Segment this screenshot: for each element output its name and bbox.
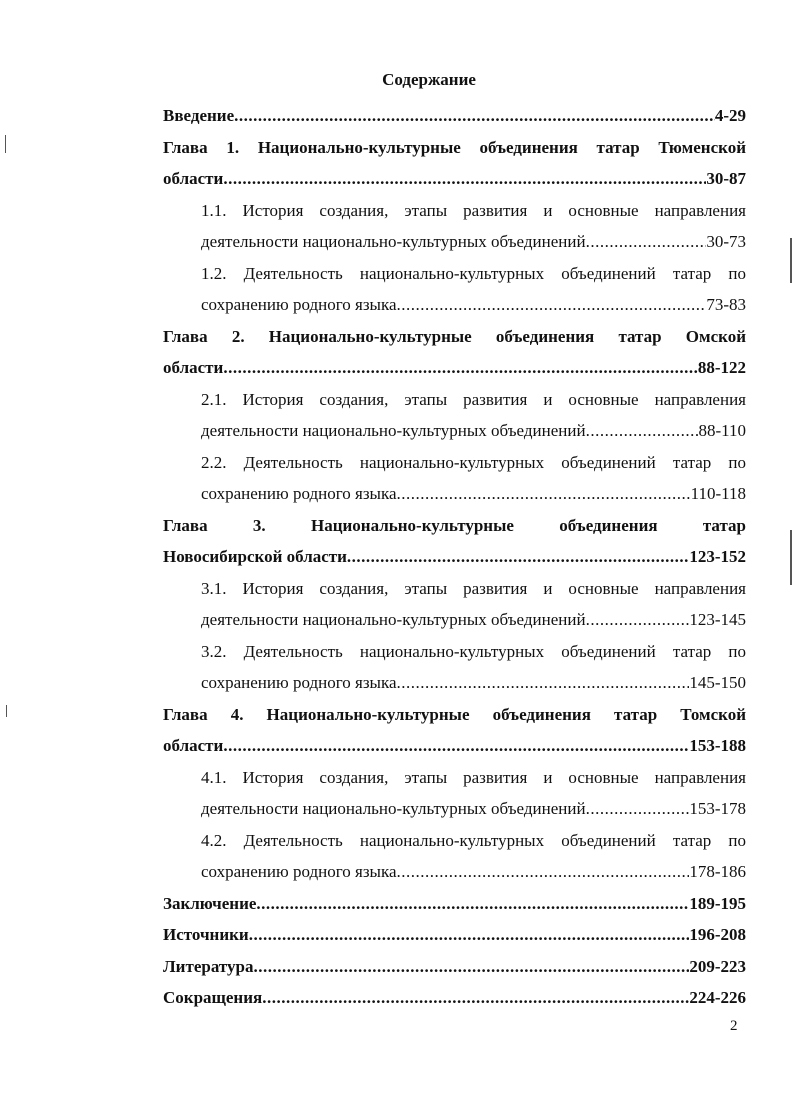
- scan-artifact: [790, 238, 792, 283]
- toc-section-2-1-line1: 2.1. История создания, этапы развития и основные направления: [201, 389, 746, 409]
- toc-chapter-2-line1: Глава 2. Национально-культурные объединения татар Омской: [163, 326, 746, 346]
- toc-section-2-2-line2: [163, 478, 746, 510]
- toc-entry-sources: [163, 919, 746, 951]
- toc-entry-page: 88-110: [698, 421, 746, 440]
- toc-chapter-4-line1: Глава 4. Национально-культурные объединения татар Томской: [163, 704, 746, 724]
- toc-entry-page: 196-208: [689, 925, 746, 944]
- toc-entry-text: сохранению родного языка: [201, 673, 397, 692]
- toc-section-4-1-line2: [163, 793, 746, 825]
- toc-entry-page: 189-195: [689, 893, 746, 913]
- leader-dots: [223, 730, 689, 762]
- toc-section-2-2-line1: 2.2. Деятельность национально-культурных объединений татар по: [201, 452, 746, 472]
- toc-entry-page: 153-178: [689, 799, 746, 818]
- toc-section-1-1-line2: [163, 226, 746, 258]
- toc-entry-page: 30-73: [706, 232, 746, 251]
- leader-dots: [397, 289, 707, 321]
- toc-entry-page: 30-87: [706, 169, 746, 188]
- toc-entry-text: Введение: [163, 106, 235, 125]
- toc-entry-text: деятельности национально-культурных объединений: [201, 232, 586, 251]
- toc-entry-page: 145-150: [689, 673, 746, 692]
- toc-entry-text: деятельности национально-культурных объединений: [201, 421, 586, 440]
- toc-entry-page: 88-122: [697, 358, 746, 377]
- scan-artifact: [5, 135, 6, 153]
- toc-section-4-2-line2: [163, 856, 746, 888]
- leader-dots: [397, 667, 690, 699]
- toc-chapter-3-line2: [163, 541, 746, 573]
- toc-chapter-1-line2: [163, 163, 746, 195]
- toc-entry-text: области: [163, 358, 224, 377]
- leader-dots: [234, 100, 715, 132]
- leader-dots: [223, 163, 706, 195]
- toc-entry-page: 73-83: [706, 295, 746, 314]
- toc-entry-text: Источники: [163, 925, 249, 944]
- leader-dots: [586, 226, 707, 258]
- toc-section-2-1-line2: [163, 415, 746, 447]
- toc-section-4-2-line1: 4.2. Деятельность национально-культурных объединений татар по: [201, 830, 746, 850]
- toc-entry-text: сохранению родного языка: [201, 484, 397, 503]
- leader-dots: [256, 888, 689, 920]
- toc-entry-text: деятельности национально-культурных объединений: [201, 610, 586, 629]
- toc-section-1-2-line2: [163, 289, 746, 321]
- page-number: 2: [730, 1018, 738, 1034]
- toc-entry-text: Заключение: [163, 893, 257, 913]
- leader-dots: [249, 919, 690, 951]
- toc-chapter-1-line1: Глава 1. Национально-культурные объединения татар Тюменской: [163, 137, 746, 157]
- toc-entry-text: области: [163, 169, 224, 188]
- toc-entry-literature: [163, 951, 746, 983]
- leader-dots: [223, 352, 698, 384]
- toc-entry-text: сохранению родного языка: [201, 862, 397, 881]
- leader-dots: [586, 793, 690, 825]
- scan-artifact: [6, 705, 7, 717]
- toc-section-3-2-line2: [163, 667, 746, 699]
- leader-dots: [397, 478, 691, 510]
- leader-dots: [397, 856, 690, 888]
- toc-entry-page: 153-188: [689, 736, 746, 755]
- toc-entry-page: 224-226: [689, 988, 746, 1007]
- toc-entry-introduction: [163, 100, 746, 132]
- toc-entry-page: 209-223: [689, 956, 746, 976]
- leader-dots: [253, 951, 689, 983]
- toc-entry-page: 123-145: [689, 610, 746, 629]
- toc-chapter-4-line2: [163, 730, 746, 762]
- leader-dots: [586, 415, 699, 447]
- toc-section-3-1-line2: [163, 604, 746, 636]
- toc-entry-page: 4-29: [714, 106, 746, 125]
- toc-entry-text: Литература: [163, 956, 254, 976]
- toc-entry-page: 110-118: [690, 484, 746, 503]
- toc-entry-text: Сокращения: [163, 988, 263, 1007]
- scan-artifact: [790, 530, 792, 585]
- toc-entry-conclusion: [163, 888, 746, 920]
- toc-section-3-2-line1: 3.2. Деятельность национально-культурных объединений татар по: [201, 641, 746, 661]
- toc-entry-text: деятельности национально-культурных объединений: [201, 799, 586, 818]
- page-title: Содержание: [382, 70, 476, 89]
- toc-entry-text: Новосибирской области: [163, 547, 347, 566]
- table-of-contents: [163, 100, 746, 1014]
- toc-section-4-1-line1: 4.1. История создания, этапы развития и основные направления: [201, 767, 746, 787]
- toc-chapter-2-line2: [163, 352, 746, 384]
- toc-section-1-2-line1: 1.2. Деятельность национально-культурных объединений татар по: [201, 263, 746, 283]
- leader-dots: [586, 604, 690, 636]
- toc-entry-page: 123-152: [689, 547, 746, 566]
- toc-section-3-1-line1: 3.1. История создания, этапы развития и основные направления: [201, 578, 746, 598]
- leader-dots: [262, 982, 689, 1014]
- leader-dots: [347, 541, 689, 573]
- toc-entry-text: сохранению родного языка: [201, 295, 397, 314]
- toc-section-1-1-line1: 1.1. История создания, этапы развития и основные направления: [201, 200, 746, 220]
- toc-chapter-3-line1: Глава 3. Национально-культурные объединения татар: [163, 515, 746, 535]
- toc-entry-page: 178-186: [689, 862, 746, 881]
- toc-entry-text: области: [163, 736, 224, 755]
- toc-entry-abbreviations: [163, 982, 746, 1014]
